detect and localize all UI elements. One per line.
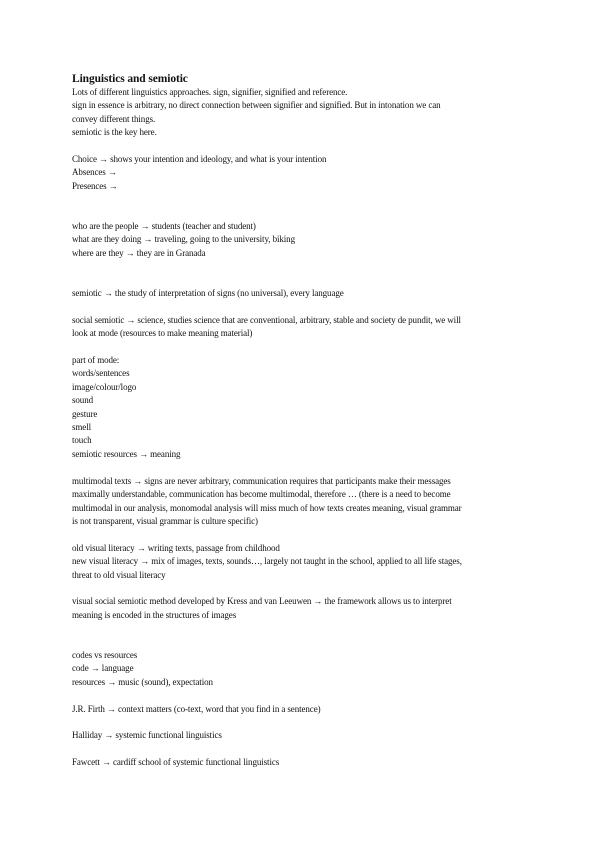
- text-line: convey different things.: [72, 113, 156, 124]
- text-line: Choice → shows your intention and ideology, and what is your intention: [72, 154, 327, 165]
- text-line: semiotic is the key here.: [72, 127, 157, 138]
- spacer: [72, 689, 532, 702]
- text-line: Absences →: [72, 167, 117, 178]
- text-line: visual social semiotic method developed by Kress and van Leeuwen → the framework allows us to interpret: [72, 596, 452, 607]
- text-line: sound: [72, 395, 94, 406]
- text-line: words/sentences: [72, 368, 130, 379]
- text-line: maximally understandable, communication has become multimodal, therefore … (there is a need to become: [72, 489, 451, 500]
- document-body: [72, 72, 532, 770]
- text-line: semiotic → the study of interpretation of signs (no universal), every language: [72, 288, 344, 299]
- text-line: Fawcett → cardiff school of systemic functional linguistics: [72, 757, 280, 768]
- text-line: Lots of different linguistics approaches. sign, signifier, signified and reference.: [72, 87, 348, 97]
- text-line: sign in essence is arbitrary, no direct connection between signifier and signified. But in intonation we can: [72, 100, 441, 111]
- text-line: image/colour/logo: [72, 381, 137, 392]
- text-line: social semiotic → science, studies science that are conventional, arbitrary, stable and society de pundit, we will: [72, 314, 461, 325]
- text-line: Halliday → systemic functional linguistics: [72, 730, 222, 741]
- spacer: [72, 743, 532, 756]
- text-line: old visual literacy → writing texts, passage from childhood: [72, 542, 280, 553]
- spacer: [72, 622, 532, 649]
- text-line: new visual literacy → mix of images, texts, sounds…, largely not taught in the school, applied to all life stages,: [72, 556, 462, 567]
- spacer: [72, 140, 532, 153]
- text-line: what are they doing → traveling, going to the university, biking: [72, 234, 295, 245]
- text-line: smell: [72, 422, 91, 433]
- text-line: who are the people → students (teacher and student): [72, 221, 256, 232]
- text-line: J.R. Firth → context matters (co-text, word that you find in a sentence): [72, 703, 321, 714]
- page-title: Linguistics and semiotic: [72, 73, 188, 85]
- spacer: [72, 300, 532, 313]
- text-line: Presences →: [72, 180, 118, 191]
- text-line: part of mode:: [72, 355, 120, 366]
- text-line: where are they → they are in Granada: [72, 247, 206, 258]
- text-line: multimodal in our analysis, monomodal analysis will miss much of how texts creates meaning, visual grammar: [72, 502, 462, 513]
- spacer: [72, 341, 532, 354]
- text-line: look at mode (resources to make meaning material): [72, 328, 253, 339]
- spacer: [72, 461, 532, 474]
- text-line: touch: [72, 435, 92, 446]
- text-line: threat to old visual literacy: [72, 569, 166, 580]
- text-line: is not transparent, visual grammar is culture specific): [72, 515, 258, 526]
- text-line: multimodal texts → signs are never arbitrary, communication requires that participants make their messages: [72, 475, 451, 486]
- spacer: [72, 193, 532, 220]
- text-line: semiotic resources → meaning: [72, 448, 181, 459]
- spacer: [72, 716, 532, 729]
- text-line: gesture: [72, 408, 98, 419]
- text-line: code → language: [72, 663, 134, 674]
- text-line: codes vs resources: [72, 649, 138, 660]
- spacer: [72, 582, 532, 595]
- text-line: meaning is encoded in the structures of images: [72, 609, 237, 620]
- text-line: resources → music (sound), expectation: [72, 676, 213, 687]
- spacer: [72, 260, 532, 287]
- spacer: [72, 528, 532, 541]
